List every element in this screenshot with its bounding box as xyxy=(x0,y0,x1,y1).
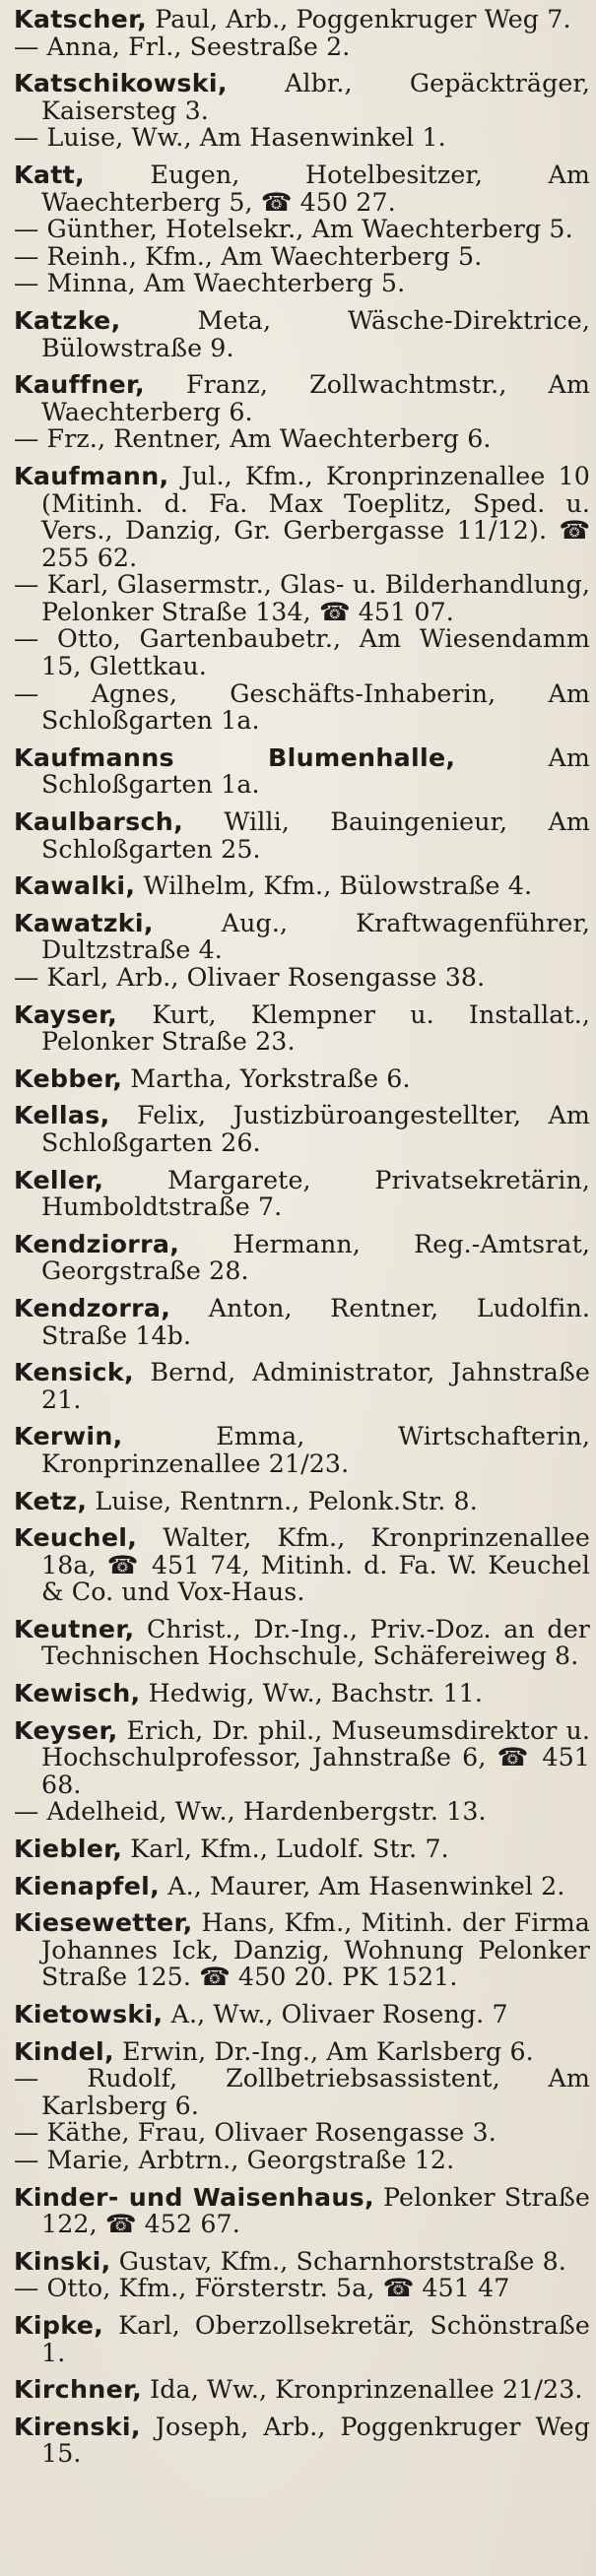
directory-entry xyxy=(14,2147,590,2174)
entry-details: Joseph, Arb., Poggenkruger Weg 15. xyxy=(41,2412,590,2469)
directory-entry xyxy=(14,680,590,735)
entry-details: Albr., Gepäckträger, Kaisersteg 3. xyxy=(41,69,590,125)
entry-details: — Rudolf, Zollbetriebsassistent, Am Karlsberg 6. xyxy=(14,2064,590,2120)
directory-entry xyxy=(14,1065,590,1093)
entry-details: Hedwig, Ww., Bachstr. 11. xyxy=(140,1679,484,1708)
directory-entry xyxy=(14,910,590,964)
directory-entry xyxy=(14,2248,590,2276)
directory-entry xyxy=(14,1423,590,1477)
entry-name: Katt, xyxy=(14,160,85,189)
entry-details: Kurt, Klempner u. Installat., Pelonker Straße 23. xyxy=(41,999,590,1057)
directory-entry xyxy=(14,1359,590,1413)
directory-entry xyxy=(14,1001,590,1056)
entry-name: Kipke, xyxy=(14,2310,104,2340)
entry-name: Kauffner, xyxy=(14,370,145,400)
directory-entry xyxy=(14,371,590,425)
entry-details: Am Schloßgarten 1a. xyxy=(41,742,590,800)
entry-name: Kietowski, xyxy=(14,2000,164,2029)
directory-entry xyxy=(14,1616,590,1670)
entry-name: Katzke, xyxy=(14,305,121,335)
directory-entry xyxy=(14,964,590,992)
entry-name: Ketz, xyxy=(14,1486,88,1515)
entry-details: — Agnes, Geschäfts-Inhaberin, Am Schloßgarten 1a. xyxy=(14,678,590,736)
entry-details: Felix, Justizbüroangestellter, Am Schloßgarten 26. xyxy=(41,1101,590,1157)
entry-name: Kendzorra, xyxy=(14,1293,171,1322)
entry-name: Kaufmanns Blumenhalle, xyxy=(14,742,456,772)
directory-entry xyxy=(14,216,590,243)
directory-entry xyxy=(14,33,590,61)
entry-details: — Luise, Ww., Am Hasenwinkel 1. xyxy=(14,123,446,153)
entry-name: Kawatzki, xyxy=(14,908,154,937)
entry-name: Kiesewetter, xyxy=(14,1908,193,1938)
directory-entry xyxy=(14,1524,590,1606)
directory-entry xyxy=(14,872,590,900)
entry-details: Hermann, Reg.-Amtsrat, Georgstraße 28. xyxy=(41,1229,590,1286)
entry-details: — Adelheid, Ww., Hardenbergstr. 13. xyxy=(14,1797,487,1827)
entry-details: Franz, Zollwachtmstr., Am Waechterberg 6. xyxy=(41,370,590,426)
entry-name: Keutner, xyxy=(14,1614,135,1643)
entry-name: Kienapfel, xyxy=(14,1871,161,1900)
directory-entry xyxy=(14,1488,590,1515)
entry-name: Kawalki, xyxy=(14,871,136,901)
entry-details: — Reinh., Kfm., Am Waechterberg 5. xyxy=(14,241,483,271)
entry-name: Kindel, xyxy=(14,2036,114,2066)
directory-entry xyxy=(14,6,590,33)
directory-entry xyxy=(14,1717,590,1799)
directory-entry xyxy=(14,744,590,799)
entry-name: Keyser, xyxy=(14,1715,118,1745)
entry-name: Kerwin, xyxy=(14,1422,123,1451)
entry-details: Paul, Arb., Poggenkruger Weg 7. xyxy=(147,5,571,33)
entry-name: Kiebler, xyxy=(14,1835,123,1864)
directory-entry xyxy=(14,161,590,216)
directory-entry xyxy=(14,625,590,679)
entry-details: Eugen, Hotelbesitzer, Am Waechterberg 5, ☎ 450 27. xyxy=(41,160,590,217)
entry-details: — Otto, Gartenbaubetr., Am Wiesendamm 15, Glettkau. xyxy=(14,624,590,681)
directory-entry xyxy=(14,808,590,863)
entry-details: Christ., Dr.-Ing., Priv.-Doz. an der Technischen Hochschule, Schäfereiweg 8. xyxy=(41,1614,590,1671)
directory-entry xyxy=(14,2414,590,2468)
entry-details: — Marie, Arbtrn., Georgstraße 12. xyxy=(14,2145,455,2174)
directory-entry xyxy=(14,463,590,571)
directory-entry xyxy=(14,2275,590,2302)
entry-details: Karl, Oberzollsekretär, Schönstraße 1. xyxy=(41,2310,590,2367)
entry-details: Erich, Dr. phil., Museumsdirektor u. Hochschulprofessor, Jahnstraße 6, ☎ 451 68. xyxy=(41,1715,590,1799)
entry-details: — Minna, Am Waechterberg 5. xyxy=(14,269,406,298)
entry-name: Kebber, xyxy=(14,1063,123,1093)
entry-name: Kendziorra, xyxy=(14,1229,180,1258)
directory-entry xyxy=(14,1873,590,1900)
directory-entry xyxy=(14,2038,590,2066)
entry-details: Meta, Wäsche-Direktrice, Bülowstraße 9. xyxy=(41,305,590,362)
entry-name: Kirenski, xyxy=(14,2412,141,2441)
entry-details: Margarete, Privatsekretärin, Humboldtstraße 7. xyxy=(41,1165,590,1222)
entry-name: Kewisch, xyxy=(14,1679,141,1708)
directory-entry xyxy=(14,571,590,625)
entry-details: Emma, Wirtschafterin, Kronprinzenallee 21/23. xyxy=(41,1422,590,1478)
entry-details: Walter, Kfm., Kronprinzenallee 18a, ☎ 451 74, Mitinh. d. Fa. W. Keuchel & Co. und Vox-Haus. xyxy=(41,1523,590,1607)
entry-details: Wilhelm, Kfm., Bülowstraße 4. xyxy=(135,871,533,901)
directory-entry xyxy=(14,1167,590,1221)
directory-entry xyxy=(14,1102,590,1156)
directory-entry xyxy=(14,2184,590,2238)
directory-entry xyxy=(14,1295,590,1349)
entry-details: — Anna, Frl., Seestraße 2. xyxy=(14,32,351,61)
entry-details: A., Ww., Olivaer Roseng. 7 xyxy=(163,2000,508,2029)
entry-details: Ida, Ww., Kronprinzenallee 21/23. xyxy=(142,2375,583,2405)
entry-name: Katscher, xyxy=(14,5,148,33)
directory-entry xyxy=(14,243,590,271)
entry-name: Kayser, xyxy=(14,999,118,1029)
directory-entry xyxy=(14,270,590,297)
entry-details: Gustav, Kfm., Scharnhorststraße 8. xyxy=(110,2246,566,2276)
entry-details: A., Maurer, Am Hasenwinkel 2. xyxy=(160,1871,565,1900)
entry-details: — Günther, Hotelsekr., Am Waechterberg 5. xyxy=(14,215,573,244)
entry-details: Martha, Yorkstraße 6. xyxy=(122,1063,411,1093)
directory-entry xyxy=(14,2376,590,2404)
entry-details: — Frz., Rentner, Am Waechterberg 6. xyxy=(14,424,492,454)
directory-entry xyxy=(14,2001,590,2029)
entry-details: — Karl, Arb., Olivaer Rosengasse 38. xyxy=(14,963,486,992)
entry-details: Bernd, Administrator, Jahnstraße 21. xyxy=(41,1358,590,1414)
entry-name: Katschikowski, xyxy=(14,69,228,98)
entry-name: Keller, xyxy=(14,1165,104,1194)
entry-name: Kellas, xyxy=(14,1101,110,1130)
entry-details: Pelonker Straße 122, ☎ 452 67. xyxy=(41,2182,590,2239)
directory-entry xyxy=(14,1231,590,1285)
entry-details: — Otto, Kfm., Försterstr. 5a, ☎ 451 47 xyxy=(14,2274,510,2303)
directory-entry xyxy=(14,425,590,453)
entry-details: Jul., Kfm., Kronprinzenallee 10 (Mitinh. d. Fa. Max Toeplitz, Sped. u. Vers., Danzig, Gr. Gerbergasse 11/12). ☎ 255 62. xyxy=(41,461,590,572)
directory-entry xyxy=(14,70,590,124)
entry-details: Aug., Kraftwagenführer, Dultzstraße 4. xyxy=(41,908,590,965)
entry-details: Willi, Bauingenieur, Am Schloßgarten 25. xyxy=(41,807,590,864)
entry-details: Anton, Rentner, Ludolfin. Straße 14b. xyxy=(41,1293,590,1350)
entry-details: Karl, Kfm., Ludolf. Str. 7. xyxy=(122,1835,449,1864)
entry-name: Keuchel, xyxy=(14,1523,138,1553)
entry-name: Kinder- und Waisenhaus, xyxy=(14,2182,374,2212)
entry-name: Kinski, xyxy=(14,2246,111,2276)
entry-details: — Karl, Glasermstr., Glas- u. Bilderhandlung, Pelonker Straße 134, ☎ 451 07. xyxy=(14,570,590,626)
entry-details: Luise, Rentnrn., Pelonk.Str. 8. xyxy=(87,1486,478,1515)
entry-name: Kirchner, xyxy=(14,2375,142,2405)
directory-entry xyxy=(14,1909,590,1991)
directory-entry xyxy=(14,1835,590,1863)
entry-details: — Käthe, Frau, Olivaer Rosengasse 3. xyxy=(14,2118,497,2148)
entry-details: Hans, Kfm., Mitinh. der Firma Johannes Ick, Danzig, Wohnung Pelonker Straße 125. ☎ 450 20. PK 1521. xyxy=(41,1908,590,1992)
entry-name: Kensick, xyxy=(14,1358,134,1387)
entry-details: Erwin, Dr.-Ing., Am Karlsberg 6. xyxy=(113,2036,534,2066)
directory-entry xyxy=(14,124,590,152)
directory-entry xyxy=(14,2312,590,2366)
directory-entry xyxy=(14,307,590,361)
entry-name: Kaulbarsch, xyxy=(14,807,183,837)
directory-entry xyxy=(14,1680,590,1707)
directory-entry xyxy=(14,2065,590,2119)
directory-entry xyxy=(14,2119,590,2147)
directory-entry xyxy=(14,1798,590,1826)
entry-name: Kaufmann, xyxy=(14,461,169,490)
